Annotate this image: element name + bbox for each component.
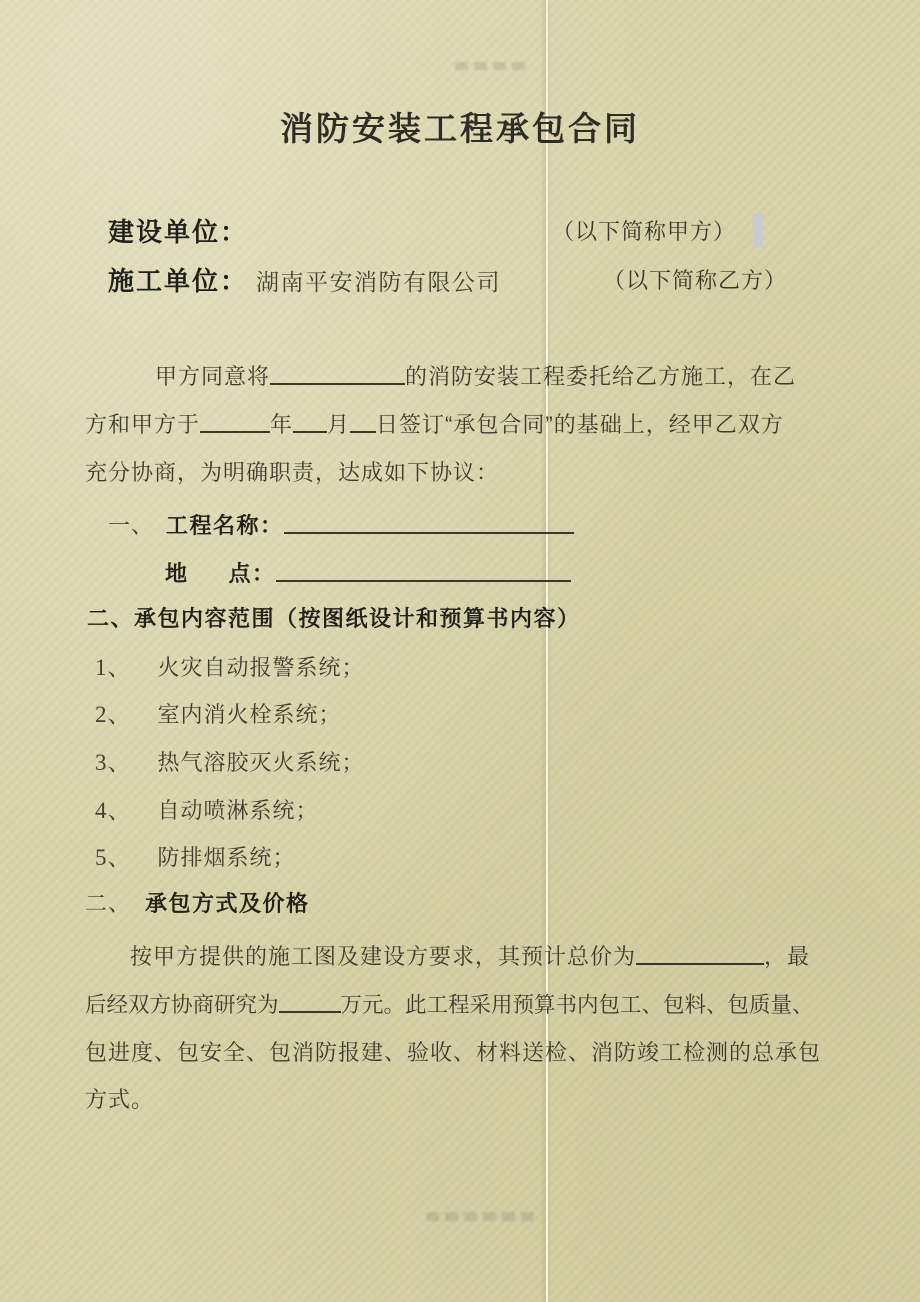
text-run: 4、 [95,798,132,823]
section-1-heading [85,509,898,543]
party-a-note: （以下简称甲方） [552,219,737,244]
text-run: ，最 [764,944,811,969]
text-run: 一、 [108,513,155,538]
text-run: 日签订“承包合同”的基础上，经甲乙双方 [376,412,784,437]
intro-line-1 [85,360,920,394]
party-b-note: （以下简称乙方） [603,268,788,293]
section-3-heading [85,887,875,921]
text-run: 3、 [95,750,132,775]
text-run: 万元。此工程采用预算书内包工、包料、包质量、 [340,993,814,1017]
spacer [132,674,158,675]
spacer [132,817,158,818]
text-run: 承包方式及价格 [145,891,310,916]
spacer [132,864,158,865]
document-title: 消防安装工程承包合同 [280,110,640,147]
blank-underline-field [293,411,327,433]
section-1-location [85,557,920,591]
party-a-label: 建设单位： [108,217,249,247]
spacer [189,580,229,581]
item-1 [85,651,885,685]
text-run: 1、 [95,655,132,680]
text-run: 甲方同意将 [155,364,271,389]
spacer [131,910,145,911]
item-3 [85,746,885,780]
text-run: 自动喷淋系统； [157,798,319,823]
spacer [132,721,158,722]
text-run: 二、承包内容范围（按图纸设计和预算书内容） [87,606,581,631]
item-2 [85,698,885,732]
blank-underline-field [276,560,571,582]
blank-underline-field [284,512,574,534]
text-run: 后经双方协商研究为 [85,993,279,1017]
price-line-2 [85,988,875,1022]
text-run: 火灾自动报警系统； [157,655,365,680]
text-run: 的消防安装工程委托给乙方施工，在乙 [405,364,797,389]
section-2-heading [85,602,877,636]
text-run: 方和甲方于 [85,412,201,437]
text-run: 2、 [95,702,132,727]
price-line-4 [85,1083,875,1117]
blank-underline-field [636,943,764,965]
text-run: 热气溶胶灭火系统； [157,750,365,775]
blank-underline-field [279,992,341,1013]
blank-underline-field [270,363,405,385]
text-run: 包进度、包安全、包消防报建、验收、材料送检、消防竣工检测的总承包 [85,1040,822,1065]
item-5 [85,841,885,875]
text-run: 二、 [85,891,132,916]
intro-line-3 [85,456,875,490]
intro-line-2 [85,408,875,442]
text-run: 月 [327,412,351,437]
text-run: 充分协商，为明确职责，达成如下协议： [85,460,500,485]
spacer [154,532,166,533]
item-4 [85,794,885,828]
price-line-1 [85,940,920,974]
blank-underline-field [350,411,376,433]
price-line-3 [85,1036,875,1070]
party-b-company-name: 湖南平安消防有限公司 [256,269,501,295]
text-run: 方式。 [85,1087,155,1112]
blank-underline-field [200,411,270,433]
spacer [132,769,158,770]
text-run: 按甲方提供的施工图及建设方要求，其预计总价为 [130,944,637,969]
text-run: 点： [228,561,276,586]
text-run: 5、 [95,845,132,870]
text-run: 防排烟系统； [157,845,296,870]
party-b-label: 施工单位： [108,266,249,296]
text-run: 年 [270,412,294,437]
text-run: 地 [165,561,189,586]
text-run: 室内消火栓系统； [157,702,342,727]
text-run: 工程名称： [166,513,284,538]
